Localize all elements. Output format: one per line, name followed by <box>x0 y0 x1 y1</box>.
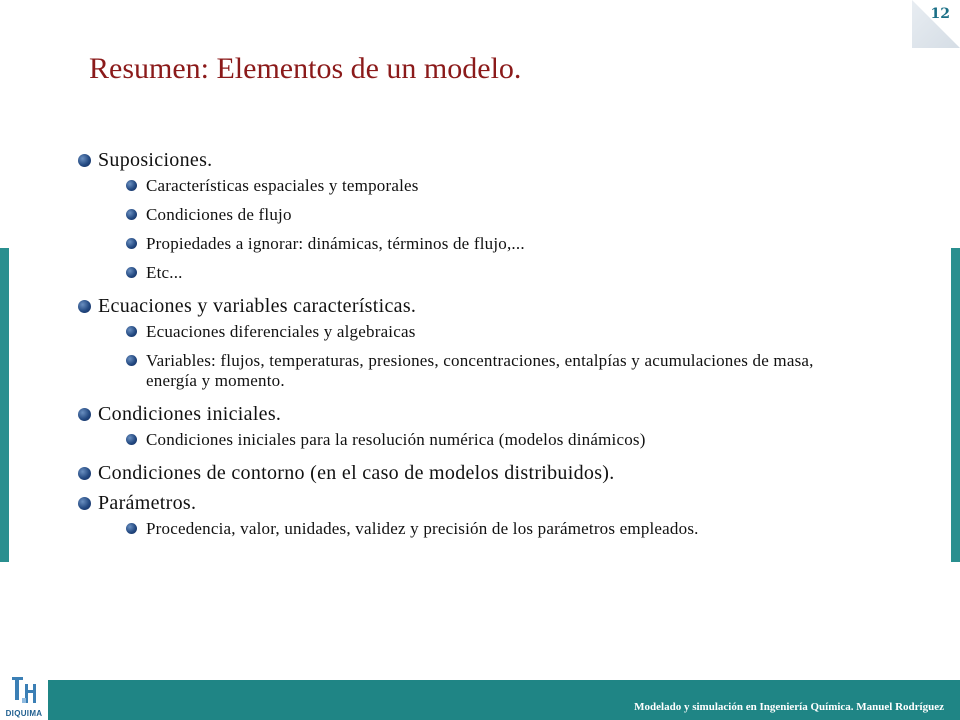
bullet-icon <box>78 300 91 313</box>
sub-bullet-icon <box>126 523 137 534</box>
logo-mark-icon <box>9 674 39 706</box>
sub-bullet-text: Procedencia, valor, unidades, validez y precisión de los parámetros empleados. <box>146 519 699 538</box>
bullet-icon <box>78 408 91 421</box>
slide-content <box>78 146 938 548</box>
bullet-text: Parámetros. <box>98 492 197 514</box>
sub-bullet-item <box>126 322 938 342</box>
sub-bullet-item <box>126 351 938 391</box>
sub-bullet-item <box>126 176 938 196</box>
sub-bullet-icon <box>126 267 137 278</box>
sub-bullet-icon <box>126 434 137 445</box>
sub-bullet-text: Condiciones de flujo <box>146 205 292 224</box>
sub-bullet-text: Características espaciales y temporales <box>146 176 419 195</box>
sub-bullet-item <box>126 205 938 225</box>
sub-bullet-text: Etc... <box>146 263 183 282</box>
page-number: 12 <box>930 6 950 22</box>
right-accent-bar <box>951 248 960 562</box>
sub-bullet-text: Propiedades a ignorar: dinámicas, términos de flujo,... <box>146 234 525 253</box>
bullet-item <box>78 146 938 175</box>
logo-text: DIQUIMA <box>5 709 43 718</box>
footer-text: Modelado y simulación en Ingeniería Química. Manuel Rodríguez <box>634 701 944 713</box>
sub-bullet-icon <box>126 326 137 337</box>
sub-bullet-item <box>126 430 938 450</box>
sub-bullet-icon <box>126 209 137 220</box>
sub-bullet-item <box>126 263 938 283</box>
diquima-logo <box>0 668 48 720</box>
sub-bullet-item <box>126 519 938 539</box>
bullet-text: Ecuaciones y variables características. <box>98 295 417 317</box>
sub-bullet-item <box>126 234 938 254</box>
bullet-icon <box>78 154 91 167</box>
bullet-icon <box>78 467 91 480</box>
sub-bullet-text: Variables: flujos, temperaturas, presiones, concentraciones, entalpías y acumulaciones de masa, energía y momento. <box>146 351 814 390</box>
sub-bullet-icon <box>126 180 137 191</box>
bullet-icon <box>78 497 91 510</box>
bullet-item <box>78 459 938 488</box>
footer-bar <box>48 680 960 720</box>
slide-title: Resumen: Elementos de un modelo. <box>89 52 522 85</box>
sub-bullet-text: Condiciones iniciales para la resolución numérica (modelos dinámicos) <box>146 430 646 449</box>
bullet-item <box>78 400 938 429</box>
bullet-item <box>78 292 938 321</box>
left-accent-bar <box>0 248 9 562</box>
bullet-text: Suposiciones. <box>98 149 213 171</box>
sub-bullet-icon <box>126 238 137 249</box>
sub-bullet-icon <box>126 355 137 366</box>
sub-bullet-text: Ecuaciones diferenciales y algebraicas <box>146 322 416 341</box>
bullet-text: Condiciones de contorno (en el caso de modelos distribuidos). <box>98 462 615 484</box>
bullet-text: Condiciones iniciales. <box>98 403 282 425</box>
bullet-item <box>78 489 938 518</box>
